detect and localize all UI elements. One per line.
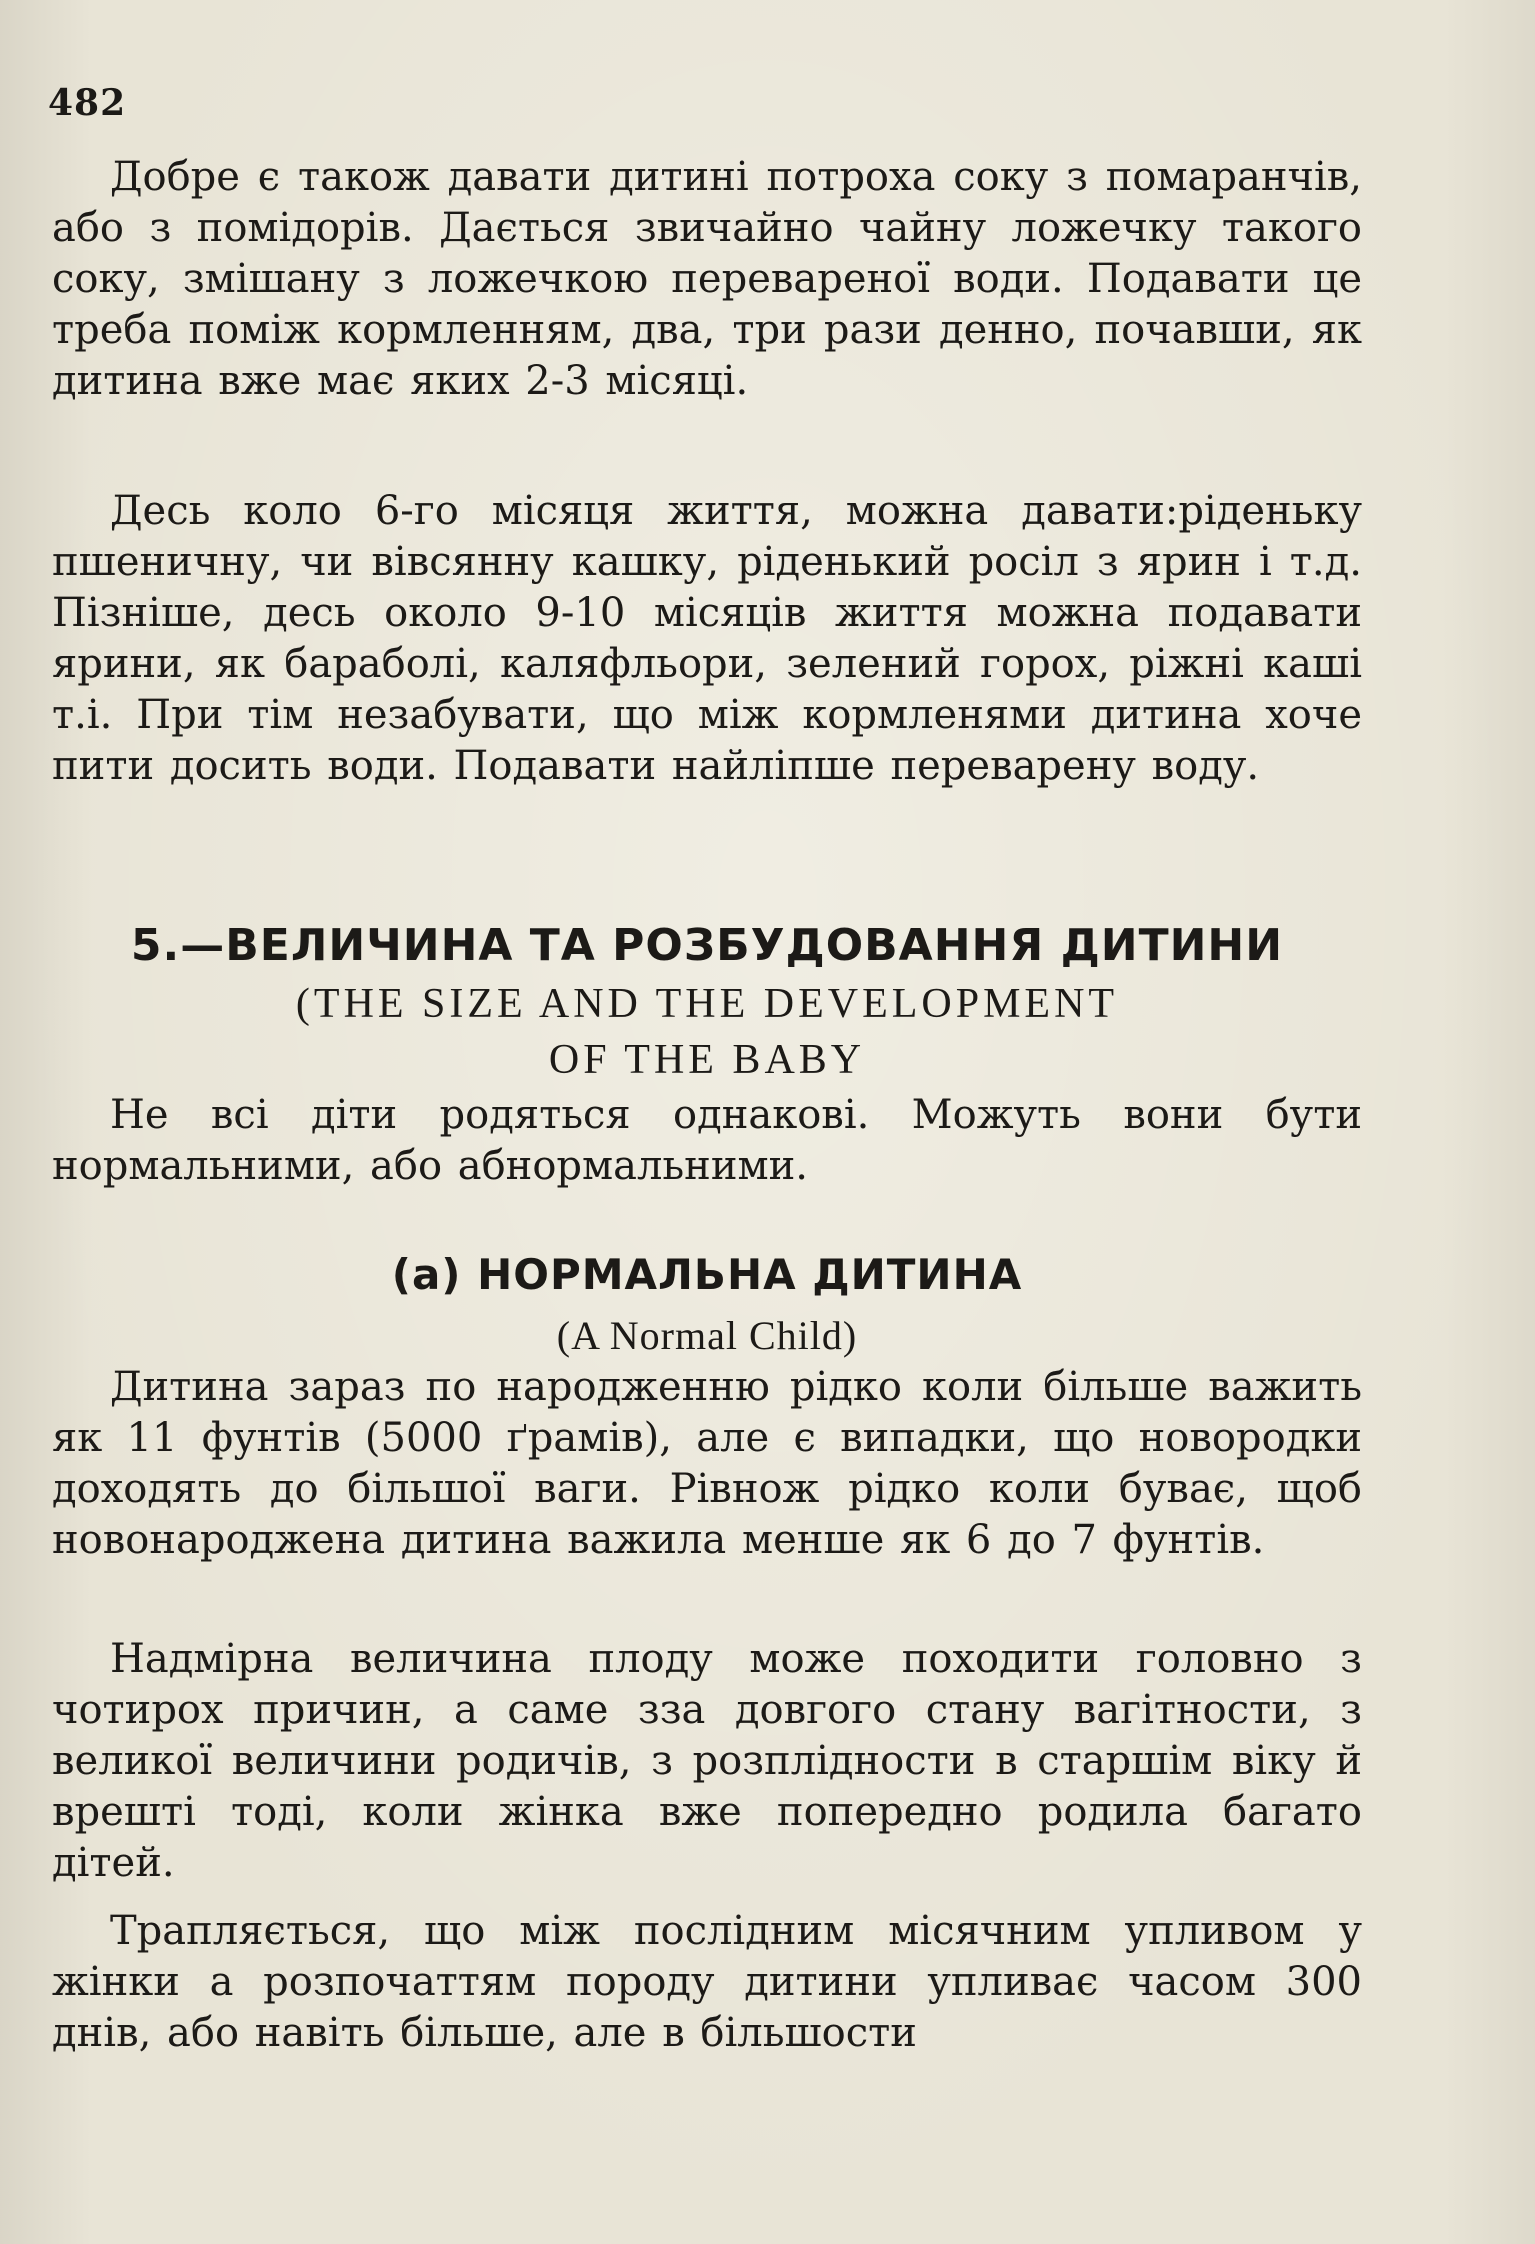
paragraph-text: Добре є також давати дитині потроха соку з помаранчів, або з помідорів. Дається звичайно чайну ложечку такого соку, змішану з ложечкою перевареної води. Подавати це треба поміж кормленням, два, три рази денно, почавши, як дитина вже має яких 2-3 місяці. [52, 154, 1362, 404]
paragraph-text: Десь коло 6-го місяця життя, можна давати:ріденьку пшеничну, чи вівсянну кашку, ріденький росіл з ярин і т.д. Пізніше, десь около 9-10 місяців життя можна подавати ярини, як бараболі, каляфльори, зелений горох, ріжні каші т.і. При тім незабувати, що між кормленями дитина хоче пити досить води. Подавати найліпше переварену воду. [52, 488, 1362, 789]
paragraph-weight [52, 1362, 1362, 1566]
paragraph-text: Не всі діти родяться однакові. Можуть вони бути нормальними, або абнормальними. [52, 1092, 1362, 1189]
section-heading-english-line-1: (THE SIZE AND THE DEVELOPMENT [295, 981, 1119, 1027]
paragraph-size-causes [52, 1634, 1362, 1889]
paragraph-juice [52, 152, 1362, 407]
subsection-heading: (а) НОРМАЛЬНА ДИТИНА [391, 1250, 1023, 1299]
page-number: 482 [48, 82, 127, 124]
paragraph-text: Дитина зараз по народженню рідко коли більше важить як 11 фунтів (5000 ґрамів), але є випадки, що новородки доходять до більшої ваги. Рівнож рідко коли буває, щоб новонароджена дитина важила менше як 6 до 7 фунтів. [52, 1364, 1362, 1563]
paragraph-text: Надмірна величина плоду може походити головно з чотирох причин, а саме зза довгого стану вагітности, з великої величини родичів, з розплідности в старшім віку й врешті тоді, коли жінка вже попередно родила багато дітей. [52, 1636, 1362, 1886]
paragraph-text: Трапляється, що між послідним місячним упливом у жінки а розпочаттям породу дитини упливає часом 300 днів, або навіть більше, але в більшости [52, 1908, 1362, 2056]
paragraph-gestation [52, 1906, 1362, 2059]
section-heading: 5.—ВЕЛИЧИНА ТА РОЗБУДОВАННЯ ДИТИНИ [130, 920, 1284, 971]
section-heading-english-line-2: OF THE BABY [548, 1037, 866, 1083]
subsection-heading-english: (A Normal Child) [556, 1313, 858, 1358]
paragraph-porridge [52, 486, 1362, 792]
paragraph-intro [52, 1090, 1362, 1192]
